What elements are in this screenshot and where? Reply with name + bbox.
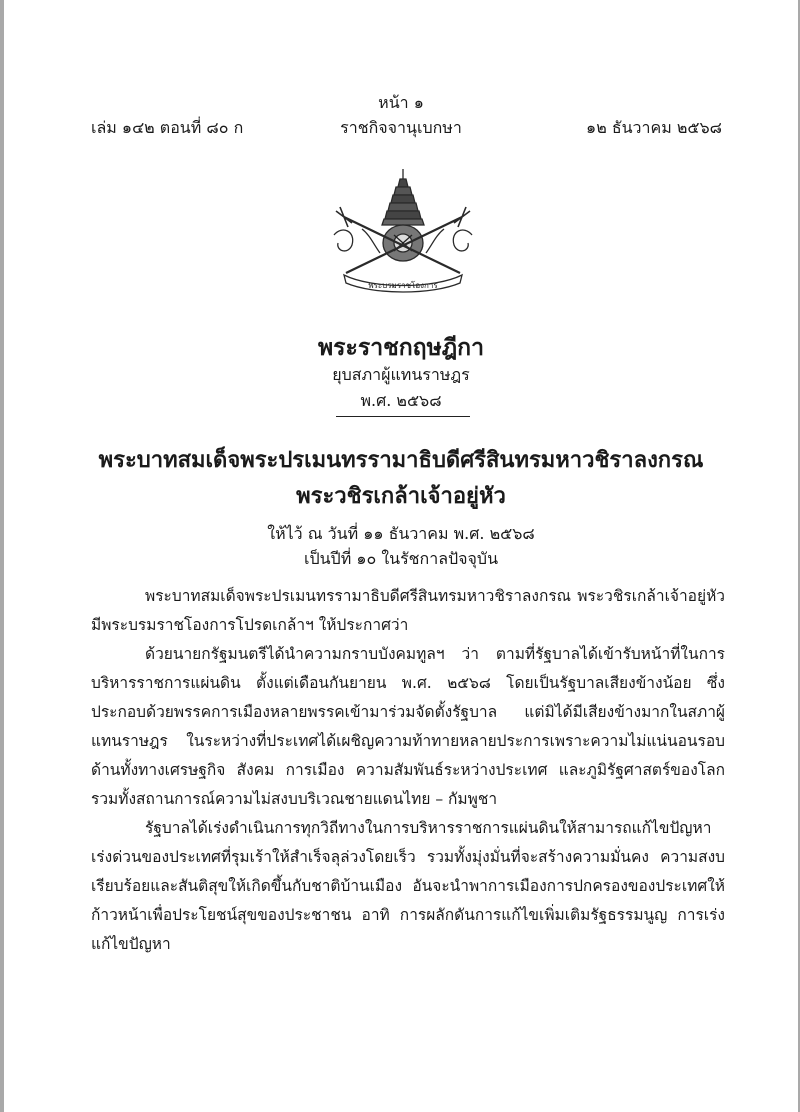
body-paragraph-3: รัฐบาลได้เร่งดำเนินการทุกวิถีทางในการบริหารราชการแผ่นดินให้สามารถแก้ไขปัญหาเร่งด่วนของประเทศที่รุมเร้าให้สำเร็จลุล่วงโดยเร็ว รวมทั้งมุ่งมั่นที่จะสร้างความมั่นคง ความสงบเรียบร้อยและสันติสุขให้เกิดขึ้นกับชาติบ้านเมือง อันจะนำพาการเมืองการปกครองของประเทศให้ก้าวหน้าเพื่อประโยชน์สุขของประชาชน อาทิ การผลักดันการแก้ไขเพิ่มเติมรัฐธรรมนูญ การเร่งแก้ไขปัญหา [91,819,725,953]
king-title-line-1: พระบาทสมเด็จพระปรเมนทรรามาธิบดีศรีสินทรมหาวชิราลงกรณ [98,447,704,473]
document-subject: ยุบสภาผู้แทนราษฎร [332,365,470,384]
page-number: หน้า ๑ [378,93,424,112]
gazette-page [4,0,798,1112]
given-date: ให้ไว้ ณ วันที่ ๑๑ ธันวาคม พ.ศ. ๒๕๖๘ [267,524,535,543]
body-paragraph-1: พระบาทสมเด็จพระปรเมนทรรามาธิบดีศรีสินทรมหาวชิราลงกรณ พระวชิรเกล้าเจ้าอยู่หัว มีพระบรมราชโองการโปรดเกล้าฯ ให้ประกาศว่า [91,587,725,634]
publication-name: ราชกิจจานุเบกษา [340,118,462,137]
body-paragraph-2: ด้วยนายกรัฐมนตรีได้นำความกราบบังคมทูลฯ ว่า ตามที่รัฐบาลได้เข้ารับหน้าที่ในการบริหารราชการแผ่นดิน ตั้งแต่เดือนกันยายน พ.ศ. ๒๕๖๘ โดยเป็นรัฐบาลเสียงข้างน้อย ซึ่งประกอบด้วยพรรคการเมืองหลายพรรคเข้ามาร่วมจัดตั้งรัฐบาล แต่มิได้มีเสียงข้างมากในสภาผู้แทนราษฎร ในระหว่างที่ประเทศได้เผชิญความท้าทายหลายประการเพราะความไม่แน่นอนรอบด้านทั้งทางเศรษฐกิจ สังคม การเมือง ความสัมพันธ์ระหว่างประเทศ และภูมิรัฐศาสตร์ของโลก รวมทั้งสถานการณ์ความไม่สงบบริเวณชายแดนไทย – กัมพูชา [91,645,725,808]
decree-body [91,582,725,959]
publication-date: ๑๒ ธันวาคม ๒๕๖๘ [586,118,722,137]
reign-year: เป็นปีที่ ๑๐ ในรัชกาลปัจจุบัน [303,549,499,568]
title-divider [336,416,470,417]
emblem-ribbon-text: พระบรมราชโองการ [368,281,438,290]
document-type: พระราชกฤษฎีกา [317,334,485,361]
volume-issue: เล่ม ๑๔๒ ตอนที่ ๘๐ ก [91,118,244,137]
royal-emblem-icon [322,165,484,295]
king-title-line-2: พระวชิรเกล้าเจ้าอยู่หัว [296,483,506,509]
document-year: พ.ศ. ๒๕๖๘ [360,391,442,410]
